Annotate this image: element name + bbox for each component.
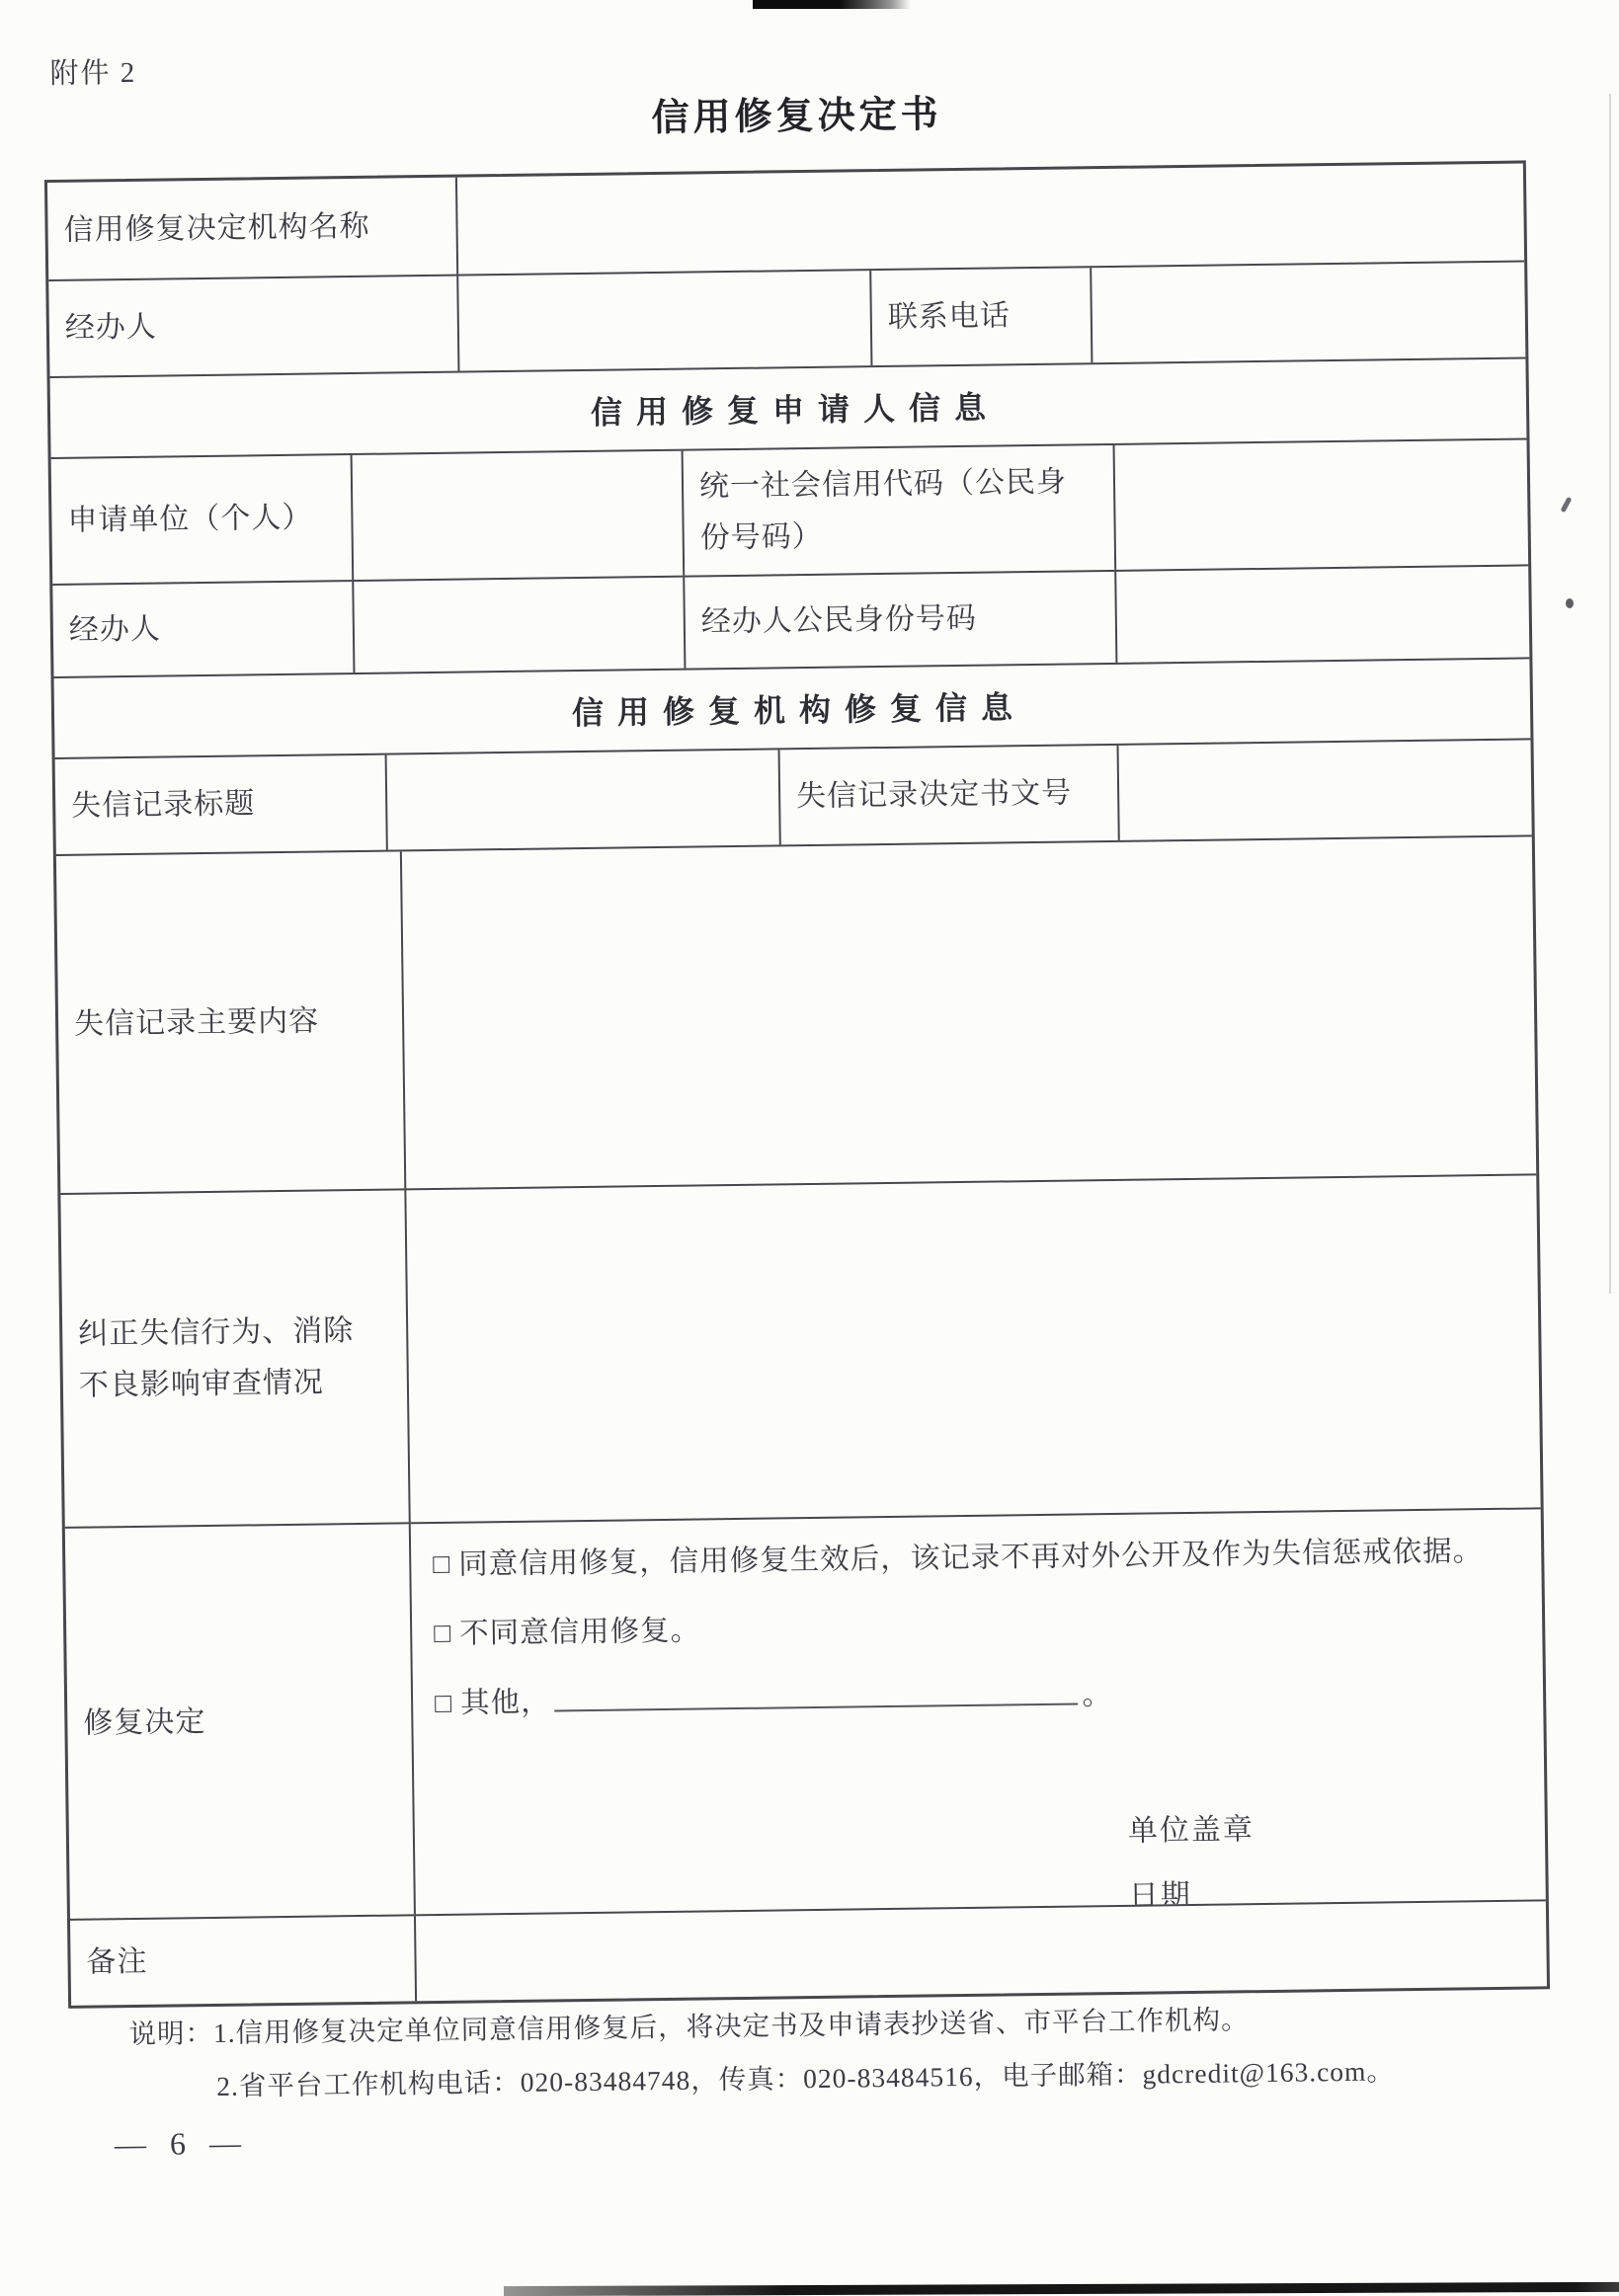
record-title-label-cell [55,755,386,854]
table-row [48,260,1525,376]
unit-stamp-label: 单位盖章 [1127,1812,1255,1848]
record-content-value-cell[interactable] [400,836,1536,1188]
decision-option-agree[interactable] [433,1532,1527,1586]
handler-value-cell[interactable] [456,271,870,370]
correction-value-cell[interactable] [404,1175,1540,1522]
scan-smudge-top [753,0,911,9]
remarks-label: 备注 [86,1944,148,1979]
correction-label: 纠正失信行为、消除 不良影响审查情况 [78,1314,355,1402]
decision-label: 修复决定 [83,1704,206,1740]
contact-phone-label-cell [869,268,1091,365]
contact-phone-value-cell[interactable] [1090,262,1525,362]
checkbox-icon[interactable]: □ [434,1618,452,1650]
record-doc-no-label: 失信记录决定书文号 [795,776,1073,814]
record-content-label: 失信记录主要内容 [73,1004,320,1041]
credit-repair-form-table [44,160,1550,2008]
page-number: — 6 — [114,2124,250,2163]
credit-code-value-cell[interactable] [1113,439,1529,569]
scan-speck [1566,598,1574,608]
handler-id-label: 经办人公民身份号码 [700,601,978,639]
org-name-label-cell [47,178,456,279]
correction-label-cell [60,1190,408,1527]
org-name-value-cell[interactable] [455,163,1524,274]
decision-option-disagree-text: 不同意信用修复。 [458,1615,701,1650]
table-row [47,163,1524,279]
decision-label-cell [65,1524,414,1919]
footnote-line-2: 2.省平台工作机构电话：020-83484748，传真：020-83484516，电子邮箱：gdcredit@163.com。 [215,2055,1396,2101]
decision-option-other-suffix: 。 [1082,1679,1113,1711]
date-label: 日期 [1128,1878,1192,1913]
record-doc-no-value-cell[interactable] [1117,740,1532,839]
table-row [51,437,1529,584]
handler-label: 经办人 [64,310,158,345]
table-row [56,834,1536,1193]
handler-id-label-cell [683,572,1115,669]
applicant-handler-label: 经办人 [68,612,162,647]
decision-option-agree-text: 同意信用修复，信用修复生效后，该记录不再对外公开及作为失信惩戒依据。 [458,1536,1484,1581]
applicant-handler-value-cell[interactable] [352,578,684,673]
record-doc-no-label-cell [778,746,1118,844]
contact-phone-label: 联系电话 [887,299,1012,334]
credit-code-label-cell [682,445,1115,576]
table-row [65,1507,1546,1919]
org-name-label: 信用修复决定机构名称 [63,209,370,247]
record-title-label: 失信记录标题 [71,787,256,823]
applicant-label: 申请单位（个人） [67,501,313,537]
checkbox-icon[interactable]: □ [433,1548,451,1581]
decision-option-other[interactable] [435,1670,1529,1725]
decision-options-cell [409,1509,1546,1914]
footnote-line-1: 说明：1.信用修复决定单位同意信用修复后，将决定书及申请表抄送省、市平台工作机构。 [128,2004,1250,2050]
other-blank-line[interactable] [554,1676,1078,1711]
applicant-handler-label-cell [52,582,353,676]
checkbox-icon[interactable]: □ [434,1688,453,1719]
remarks-value-cell[interactable] [414,1901,1547,2001]
applicant-label-cell [51,455,353,584]
record-title-value-cell[interactable] [385,750,779,849]
page-edge-line [1609,94,1611,1294]
decision-option-disagree[interactable] [434,1601,1528,1655]
table-row [55,738,1532,854]
attachment-label: 附件 2 [49,56,137,90]
section-applicant-info: 信用修复申请人信息 [590,389,1001,431]
decision-option-other-prefix: 其他， [459,1686,551,1720]
credit-code-label: 统一社会信用代码（公民身 份号码） [698,465,1068,555]
handler-id-value-cell[interactable] [1114,566,1529,662]
handler-label-cell [48,277,457,376]
record-content-label-cell [56,851,404,1193]
stamp-block [1127,1793,1532,1914]
remarks-label-cell [70,1916,415,2006]
document-title: 信用修复决定书 [651,94,942,140]
table-row [52,564,1529,676]
applicant-value-cell[interactable] [351,451,684,580]
section-repair-info: 信用修复机构修复信息 [571,689,1027,732]
table-row [60,1173,1540,1527]
